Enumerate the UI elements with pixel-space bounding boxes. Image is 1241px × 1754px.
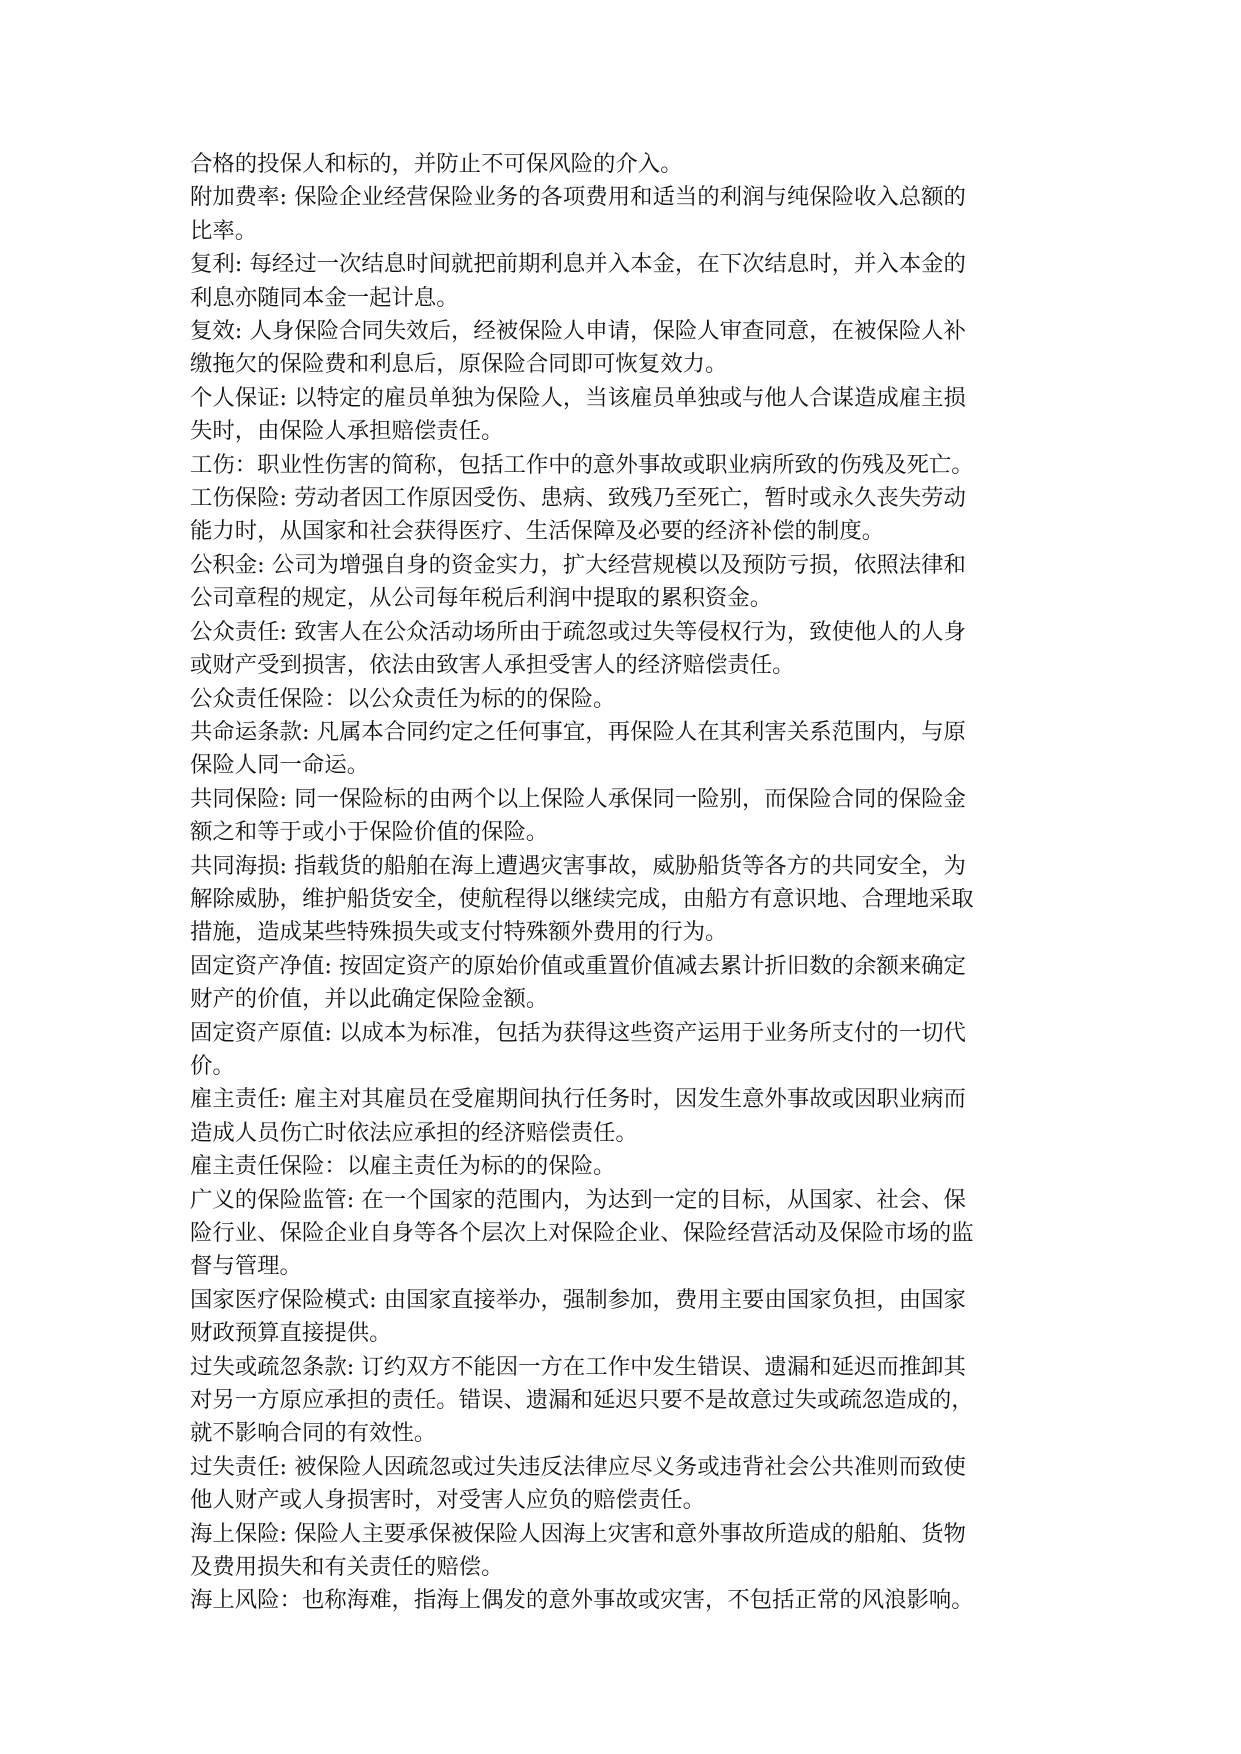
text-line: 额之和等于或小于保险价值的保险。: [190, 819, 549, 846]
text-line: 险行业、保险企业自身等各个层次上对保险企业、保险经营活动及保险市场的监: [190, 1220, 974, 1246]
text-line: 工伤：职业性伤害的简称，包括工作中的意外事故或职业病所致的伤残及死亡。: [190, 451, 974, 478]
text-line: 财政预算直接提供。: [190, 1320, 392, 1347]
text-line: 或财产受到损害，依法由致害人承担受害人的经济赔偿责任。: [190, 652, 795, 679]
text-line: 广义的保险监管: 在一个国家的范围内，为达到一定的目标，从国家、社会、保: [190, 1186, 966, 1213]
text-line: 复利: 每经过一次结息时间就把前期利息并入本金，在下次结息时，并入本金的: [190, 251, 966, 278]
text-line: 固定资产原值: 以成本为标准，包括为获得这些资产运用于业务所支付的一切代: [190, 1019, 966, 1046]
text-line: 措施，造成某些特殊损失或支付特殊额外费用的行为。: [190, 919, 728, 946]
text-line: 共同保险: 同一保险标的由两个以上保险人承保同一险别，而保险合同的保险金: [190, 785, 966, 812]
text-line: 就不影响合同的有效性。: [190, 1420, 437, 1447]
text-line: 共同海损: 指载货的船舶在海上遭遇灾害事故，威胁船货等各方的共同安全，为: [190, 852, 966, 879]
text-line: 过失或疏忽条款: 订约双方不能因一方在工作中发生错误、遗漏和延迟而推卸其: [190, 1353, 966, 1380]
text-line: 他人财产或人身损害时，对受害人应负的赔偿责任。: [190, 1487, 705, 1514]
text-line: 利息亦随同本金一起计息。: [190, 284, 459, 311]
text-line: 公司章程的规定，从公司每年税后利润中提取的累积资金。: [190, 585, 773, 612]
text-line: 及费用损失和有关责任的赔偿。: [190, 1554, 504, 1581]
text-line: 个人保证: 以特定的雇员单独为保险人，当该雇员单独或与他人合谋造成雇主损: [190, 384, 966, 411]
text-line: 公积金: 公司为增强自身的资金实力，扩大经营规模以及预防亏损，依照法律和: [190, 551, 966, 578]
text-line: 复效: 人身保险合同失效后，经被保险人申请，保险人审查同意，在被保险人补: [190, 318, 966, 345]
text-line: 固定资产净值: 按固定资产的原始价值或重置价值减去累计折旧数的余额来确定: [190, 952, 966, 979]
text-line: 缴拖欠的保险费和利息后，原保险合同即可恢复效力。: [190, 351, 728, 378]
document-page: [190, 148, 1052, 1618]
text-line: 附加费率: 保险企业经营保险业务的各项费用和适当的利润与纯保险收入总额的: [190, 184, 966, 211]
glossary-text: [190, 148, 1052, 1618]
text-line: 比率。: [190, 217, 258, 244]
text-line: 海上风险：也称海难，指海上偶发的意外事故或灾害，不包括正常的风浪影响。: [190, 1587, 974, 1614]
text-line: 共命运条款: 凡属本合同约定之任何事宜，再保险人在其利害关系范围内，与原: [190, 718, 966, 745]
text-line: 督与管理。: [190, 1253, 302, 1280]
text-line: 对另一方原应承担的责任。错误、遗漏和延迟只要不是故意过失或疏忽造成的，: [190, 1387, 974, 1414]
text-line: 能力时，从国家和社会获得医疗、生活保障及必要的经济补偿的制度。: [190, 518, 885, 545]
text-line: 雇主责任: 雇主对其雇员在受雇期间执行任务时，因发生意外事故或因职业病而: [190, 1086, 966, 1113]
text-line: 公众责任: 致害人在公众活动场所由于疏忽或过失等侵权行为，致使他人的人身: [190, 618, 966, 645]
text-line: 过失责任: 被保险人因疏忽或过失违反法律应尽义务或违背社会公共准则而致使: [190, 1453, 966, 1480]
text-line: 保险人同一命运。: [190, 752, 370, 779]
text-line: 失时，由保险人承担赔偿责任。: [190, 418, 504, 445]
text-line: 造成人员伤亡时依法应承担的经济赔偿责任。: [190, 1119, 638, 1146]
text-line: 合格的投保人和标的，并防止不可保风险的介入。: [190, 151, 683, 177]
text-line: 价。: [190, 1052, 235, 1079]
text-line: 国家医疗保险模式: 由国家直接举办，强制参加，费用主要由国家负担，由国家: [190, 1286, 966, 1313]
text-line: 公众责任保险：以公众责任为标的的保险。: [190, 685, 616, 712]
text-line: 工伤保险: 劳动者因工作原因受伤、患病、致残乃至死亡，暂时或永久丧失劳动: [190, 485, 966, 512]
text-line: 海上保险: 保险人主要承保被保险人因海上灾害和意外事故所造成的船舶、货物: [190, 1520, 966, 1547]
text-line: 解除威胁，维护船货安全，使航程得以继续完成，由船方有意识地、合理地采取: [190, 885, 974, 912]
text-line: 财产的价值，并以此确定保险金额。: [190, 986, 549, 1013]
text-line: 雇主责任保险：以雇主责任为标的的保险。: [190, 1153, 616, 1180]
